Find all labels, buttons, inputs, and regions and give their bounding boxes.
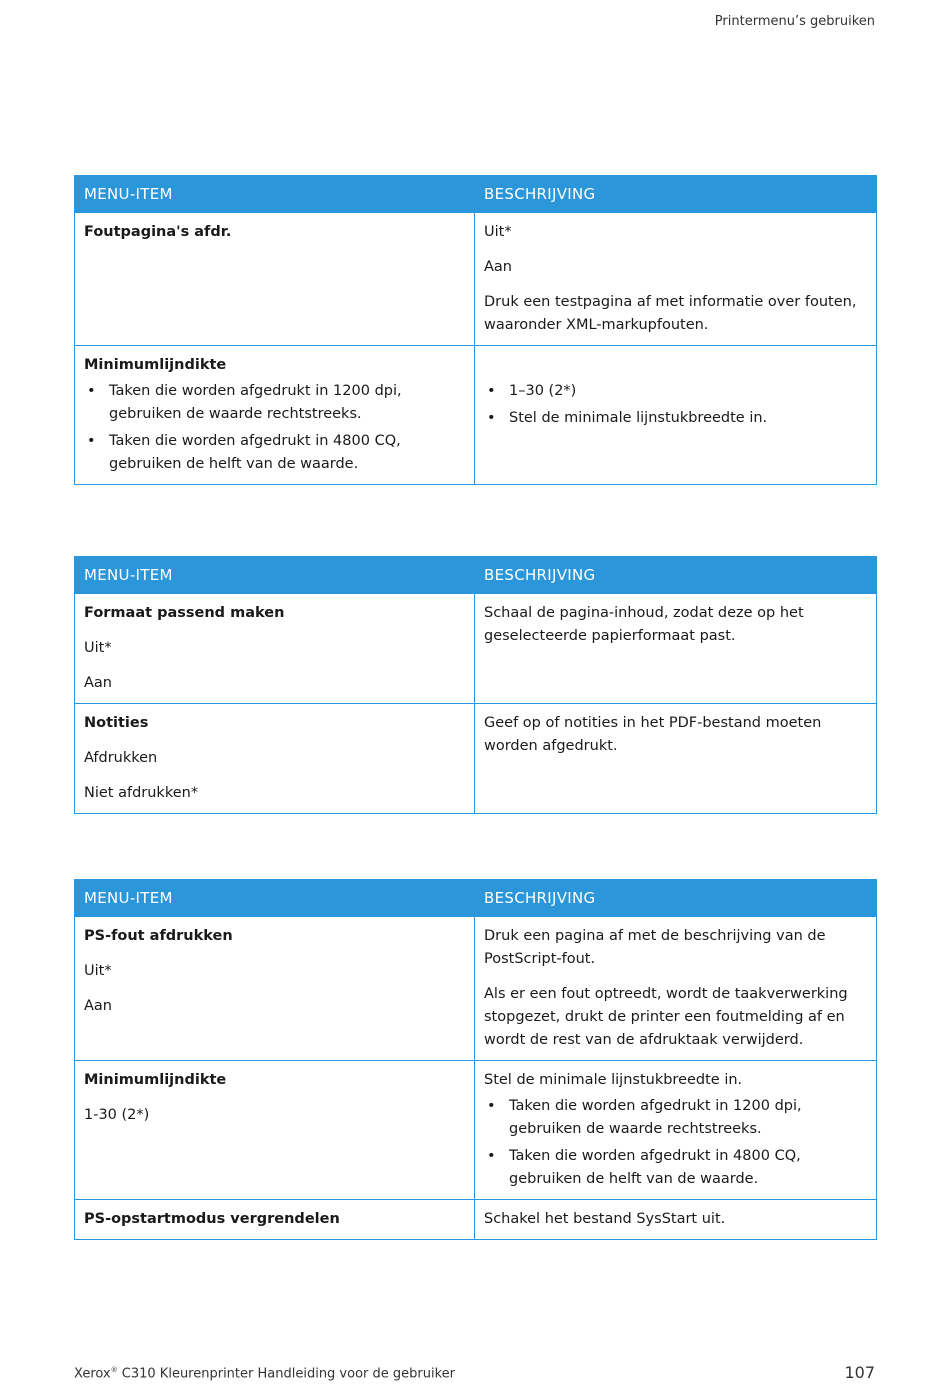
bullet-list — [484, 1095, 867, 1191]
menu-item-title: Foutpagina's afdr. — [84, 224, 232, 240]
table-row — [75, 346, 877, 485]
bullet-item: • Taken die worden afgedrukt in 4800 CQ, gebruiken de helft van de waarde. — [84, 430, 465, 476]
column-header-menu-item: MENU-ITEM — [75, 557, 475, 594]
description-cell — [475, 704, 877, 814]
menu-item-title: Formaat passend maken — [84, 605, 285, 621]
bullet-item: • Stel de minimale lijnstukbreedte in. — [484, 407, 867, 430]
menu-item-cell — [75, 594, 475, 704]
footer-title: C310 Kleurenprinter Handleiding voor de gebruiker — [121, 1366, 456, 1382]
table-row — [75, 1061, 877, 1200]
table-row — [75, 917, 877, 1061]
menu-table-3 — [74, 879, 877, 1240]
table-row — [75, 594, 877, 704]
menu-item-cell — [75, 917, 475, 1061]
bullet-item: • Taken die worden afgedrukt in 1200 dpi, gebruiken de waarde rechtstreeks. — [484, 1095, 867, 1141]
footer-document-title — [74, 1366, 455, 1381]
description-cell — [475, 1200, 877, 1240]
table-header-row — [75, 557, 877, 594]
menu-item-cell — [75, 1061, 475, 1200]
column-header-description: BESCHRIJVING — [475, 880, 877, 917]
option-value: Aan — [84, 675, 112, 691]
description-text: Druk een pagina af met de beschrijving van de PostScript-fout. — [484, 928, 826, 967]
option-value: Uit* — [84, 640, 112, 656]
menu-item-cell — [75, 346, 475, 485]
description-cell — [475, 1061, 877, 1200]
bullet-item: • Taken die worden afgedrukt in 1200 dpi, gebruiken de waarde rechtstreeks. — [84, 380, 465, 426]
table-row — [75, 704, 877, 814]
description-cell — [475, 917, 877, 1061]
option-value: Aan — [84, 998, 112, 1014]
column-header-description: BESCHRIJVING — [475, 176, 877, 213]
description-text: Schakel het bestand SysStart uit. — [484, 1211, 726, 1227]
bullet-item: • Taken die worden afgedrukt in 4800 CQ, gebruiken de helft van de waarde. — [484, 1145, 867, 1191]
description-text: Als er een fout optreedt, wordt de taakverwerking stopgezet, drukt de printer een foutmelding af en wordt de rest van de afdruktaak verwijderd. — [484, 986, 848, 1048]
table-header-row — [75, 176, 877, 213]
menu-table-2 — [74, 556, 877, 814]
option-value: Uit* — [84, 963, 112, 979]
column-header-description: BESCHRIJVING — [475, 557, 877, 594]
menu-item-title: Notities — [84, 715, 149, 731]
table-header-row — [75, 880, 877, 917]
menu-item-cell — [75, 704, 475, 814]
description-text: Stel de minimale lijnstukbreedte in. — [484, 1072, 743, 1088]
option-value: Afdrukken — [84, 750, 158, 766]
menu-item-title: PS-fout afdrukken — [84, 928, 233, 944]
description-text: Druk een testpagina af met informatie over fouten, waaronder XML-markupfouten. — [484, 294, 857, 333]
option-value: Niet afdrukken* — [84, 785, 199, 801]
description-text: Geef op of notities in het PDF-bestand moeten worden afgedrukt. — [484, 715, 822, 754]
description-cell — [475, 594, 877, 704]
description-text: Schaal de pagina-inhoud, zodat deze op het geselecteerde papierformaat past. — [484, 605, 804, 644]
page-number: 107 — [844, 1363, 875, 1382]
bullet-item: • 1–30 (2*) — [484, 380, 867, 403]
bullet-list — [484, 380, 867, 430]
table-row — [75, 1200, 877, 1240]
footer-brand: Xerox — [74, 1366, 111, 1382]
registered-mark: ® — [110, 1366, 118, 1374]
column-header-menu-item: MENU-ITEM — [75, 176, 475, 213]
menu-table-1 — [74, 175, 877, 485]
table-row — [75, 213, 877, 346]
option-value: Aan — [484, 259, 512, 275]
option-value: Uit* — [484, 224, 512, 240]
menu-item-title: Minimumlijndikte — [84, 357, 227, 373]
description-cell — [475, 346, 877, 485]
bullet-list — [84, 380, 465, 476]
column-header-menu-item: MENU-ITEM — [75, 880, 475, 917]
menu-item-title: Minimumlijndikte — [84, 1072, 227, 1088]
option-value: 1-30 (2*) — [84, 1107, 150, 1123]
description-cell — [475, 213, 877, 346]
running-header: Printermenu’s gebruiken — [714, 14, 875, 29]
menu-item-cell — [75, 1200, 475, 1240]
menu-item-cell — [75, 213, 475, 346]
menu-item-title: PS-opstartmodus vergrendelen — [84, 1211, 340, 1227]
